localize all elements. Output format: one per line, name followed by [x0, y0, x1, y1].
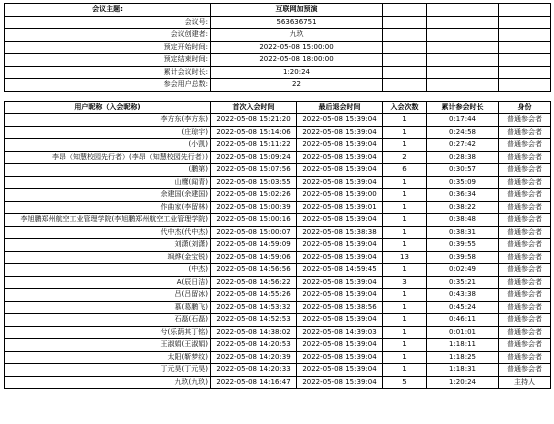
participant-last-leave: 2022-05-08 15:39:04 — [297, 139, 383, 152]
participant-last-leave: 2022-05-08 15:39:04 — [297, 364, 383, 377]
participant-first-join: 2022-05-08 15:02:26 — [211, 189, 297, 202]
participants-header-row — [5, 101, 551, 114]
participant-nickname: 代中杰(代中杰) — [5, 226, 211, 239]
participant-nickname: 太阳(靳梦纹) — [5, 351, 211, 364]
participant-total-duration: 0:30:57 — [427, 164, 499, 177]
participant-last-leave: 2022-05-08 15:39:04 — [297, 289, 383, 302]
participant-total-duration: 1:18:31 — [427, 364, 499, 377]
participant-nickname: 王淑娟(王淑娟) — [5, 339, 211, 352]
participant-first-join: 2022-05-08 15:00:16 — [211, 214, 297, 227]
participant-nickname: 余建国(余建国) — [5, 189, 211, 202]
participant-join-count: 1 — [383, 239, 427, 252]
participant-last-leave: 2022-05-08 15:39:04 — [297, 314, 383, 327]
meeting-report — [4, 3, 550, 389]
participant-first-join: 2022-05-08 15:09:24 — [211, 151, 297, 164]
table-row — [5, 326, 551, 339]
table-row — [5, 239, 551, 252]
participant-last-leave: 2022-05-08 15:39:04 — [297, 151, 383, 164]
meeting-info-label: 累计会议时长: — [5, 66, 211, 79]
meeting-report-table — [4, 3, 551, 389]
participant-nickname: 刘潇(刘潇) — [5, 239, 211, 252]
participant-role: 普通参会者 — [499, 264, 551, 277]
meeting-info-value: 2022-05-08 18:00:00 — [211, 54, 383, 67]
meeting-info-value: 22 — [211, 79, 383, 92]
meeting-theme-row — [5, 4, 551, 17]
participant-role: 普通参会者 — [499, 339, 551, 352]
meeting-info-row — [5, 16, 551, 29]
participant-join-count: 1 — [383, 364, 427, 377]
participant-last-leave: 2022-05-08 14:59:45 — [297, 264, 383, 277]
participant-nickname: 李旭鹏郑州航空工业管理学院(李旭鹏郑州航空工业管理学院) — [5, 214, 211, 227]
participant-role: 普通参会者 — [499, 189, 551, 202]
participant-total-duration: 0:17:44 — [427, 114, 499, 127]
participant-join-count: 5 — [383, 376, 427, 389]
participant-total-duration: 0:38:31 — [427, 226, 499, 239]
col-header-last-leave: 最后退会时间 — [297, 101, 383, 114]
participant-role: 普通参会者 — [499, 139, 551, 152]
meeting-info-row — [5, 79, 551, 92]
table-row — [5, 376, 551, 389]
participant-first-join: 2022-05-08 15:21:20 — [211, 114, 297, 127]
participant-role: 普通参会者 — [499, 314, 551, 327]
participant-role: 主持人 — [499, 376, 551, 389]
participant-last-leave: 2022-05-08 15:39:04 — [297, 214, 383, 227]
participant-last-leave: 2022-05-08 15:39:04 — [297, 376, 383, 389]
participant-nickname: 石磊(石磊) — [5, 314, 211, 327]
participant-total-duration: 1:18:25 — [427, 351, 499, 364]
participant-first-join: 2022-05-08 14:56:56 — [211, 264, 297, 277]
participant-role: 普通参会者 — [499, 239, 551, 252]
table-row — [5, 339, 551, 352]
participant-total-duration: 0:38:48 — [427, 214, 499, 227]
participant-join-count: 1 — [383, 189, 427, 202]
table-row — [5, 251, 551, 264]
meeting-info-label: 会议创建者: — [5, 29, 211, 42]
participant-join-count: 1 — [383, 301, 427, 314]
participant-join-count: 1 — [383, 114, 427, 127]
participant-first-join: 2022-05-08 14:53:32 — [211, 301, 297, 314]
participant-last-leave: 2022-05-08 15:39:04 — [297, 176, 383, 189]
participant-role: 普通参会者 — [499, 114, 551, 127]
participant-last-leave: 2022-05-08 15:39:04 — [297, 114, 383, 127]
participant-join-count: 1 — [383, 314, 427, 327]
participant-last-leave: 2022-05-08 15:38:56 — [297, 301, 383, 314]
participant-last-leave: 2022-05-08 14:39:03 — [297, 326, 383, 339]
participant-role: 普通参会者 — [499, 251, 551, 264]
participant-first-join: 2022-05-08 14:56:22 — [211, 276, 297, 289]
participant-nickname: 丁元昊(丁元昊) — [5, 364, 211, 377]
participant-last-leave: 2022-05-08 15:39:04 — [297, 351, 383, 364]
participant-first-join: 2022-05-08 14:20:33 — [211, 364, 297, 377]
participant-join-count: 1 — [383, 214, 427, 227]
participant-join-count: 1 — [383, 126, 427, 139]
table-row — [5, 189, 551, 202]
participant-nickname: A(辰日洁) — [5, 276, 211, 289]
participant-first-join: 2022-05-08 14:59:09 — [211, 239, 297, 252]
participant-join-count: 1 — [383, 339, 427, 352]
participant-first-join: 2022-05-08 14:55:26 — [211, 289, 297, 302]
table-row — [5, 289, 551, 302]
meeting-info — [5, 4, 551, 92]
participant-role: 普通参会者 — [499, 326, 551, 339]
participant-last-leave: 2022-05-08 15:39:01 — [297, 201, 383, 214]
meeting-info-row — [5, 66, 551, 79]
table-row — [5, 364, 551, 377]
participant-role: 普通参会者 — [499, 351, 551, 364]
participant-first-join: 2022-05-08 15:00:39 — [211, 201, 297, 214]
participant-first-join: 2022-05-08 15:03:55 — [211, 176, 297, 189]
participant-nickname: (中杰) — [5, 264, 211, 277]
participant-join-count: 1 — [383, 201, 427, 214]
participant-total-duration: 1:20:24 — [427, 376, 499, 389]
meeting-info-label: 预定开始时间: — [5, 41, 211, 54]
participant-total-duration: 0:02:49 — [427, 264, 499, 277]
participant-role: 普通参会者 — [499, 214, 551, 227]
table-row — [5, 114, 551, 127]
participant-first-join: 2022-05-08 14:20:53 — [211, 339, 297, 352]
table-row — [5, 314, 551, 327]
participant-nickname: (庄琼宇) — [5, 126, 211, 139]
table-row — [5, 164, 551, 177]
participant-role: 普通参会者 — [499, 276, 551, 289]
participant-total-duration: 0:39:58 — [427, 251, 499, 264]
participant-last-leave: 2022-05-08 15:39:04 — [297, 251, 383, 264]
table-row — [5, 201, 551, 214]
participant-role: 普通参会者 — [499, 289, 551, 302]
participant-total-duration: 0:46:11 — [427, 314, 499, 327]
meeting-info-label: 参会用户总数: — [5, 79, 211, 92]
meeting-info-value: 2022-05-08 15:00:00 — [211, 41, 383, 54]
table-row — [5, 214, 551, 227]
participant-role: 普通参会者 — [499, 364, 551, 377]
participant-last-leave: 2022-05-08 15:39:04 — [297, 126, 383, 139]
col-header-join-count: 入会次数 — [383, 101, 427, 114]
meeting-info-row — [5, 29, 551, 42]
participant-join-count: 1 — [383, 289, 427, 302]
table-row — [5, 264, 551, 277]
meeting-theme-value: 互联网加预演 — [211, 4, 383, 17]
participants-table — [5, 101, 551, 389]
table-row — [5, 301, 551, 314]
participant-first-join: 2022-05-08 14:20:39 — [211, 351, 297, 364]
participant-last-leave: 2022-05-08 15:38:38 — [297, 226, 383, 239]
table-row — [5, 151, 551, 164]
participant-role: 普通参会者 — [499, 301, 551, 314]
participant-first-join: 2022-05-08 14:59:06 — [211, 251, 297, 264]
col-header-first-join: 首次入会时间 — [211, 101, 297, 114]
table-row — [5, 351, 551, 364]
participant-last-leave: 2022-05-08 15:39:04 — [297, 276, 383, 289]
participant-total-duration: 0:45:24 — [427, 301, 499, 314]
participant-last-leave: 2022-05-08 15:39:04 — [297, 239, 383, 252]
participant-total-duration: 0:36:34 — [427, 189, 499, 202]
participant-join-count: 2 — [383, 151, 427, 164]
participant-total-duration: 0:28:38 — [427, 151, 499, 164]
participant-nickname: 作曲家(李留林) — [5, 201, 211, 214]
participant-nickname: 飒烨(金宝锐) — [5, 251, 211, 264]
participant-nickname: 山鹰(闻青) — [5, 176, 211, 189]
participant-last-leave: 2022-05-08 15:39:04 — [297, 339, 383, 352]
table-row — [5, 126, 551, 139]
meeting-info-label: 会议号: — [5, 16, 211, 29]
participant-first-join: 2022-05-08 15:11:22 — [211, 139, 297, 152]
participant-role: 普通参会者 — [499, 151, 551, 164]
participant-join-count: 1 — [383, 264, 427, 277]
col-header-nickname: 用户昵称（入会昵称) — [5, 101, 211, 114]
participant-join-count: 13 — [383, 251, 427, 264]
participant-role: 普通参会者 — [499, 164, 551, 177]
participant-nickname: 吕(吕留冰) — [5, 289, 211, 302]
participant-nickname: 李方东(李方东) — [5, 114, 211, 127]
participant-total-duration: 0:01:01 — [427, 326, 499, 339]
participant-join-count: 1 — [383, 226, 427, 239]
participant-role: 普通参会者 — [499, 176, 551, 189]
table-row — [5, 139, 551, 152]
table-row — [5, 226, 551, 239]
participant-role: 普通参会者 — [499, 201, 551, 214]
meeting-info-value: 1:20:24 — [211, 66, 383, 79]
participant-total-duration: 1:18:11 — [427, 339, 499, 352]
table-row — [5, 176, 551, 189]
participant-join-count: 6 — [383, 164, 427, 177]
participant-role: 普通参会者 — [499, 226, 551, 239]
participant-nickname: 李昂（知慧校园先行者）(李昂（知慧校园先行者）) — [5, 151, 211, 164]
participant-first-join: 2022-05-08 14:16:47 — [211, 376, 297, 389]
participant-total-duration: 0:35:21 — [427, 276, 499, 289]
meeting-info-label: 预定结束时间: — [5, 54, 211, 67]
participant-nickname: 兮(乐荫其丁铭) — [5, 326, 211, 339]
participant-last-leave: 2022-05-08 15:39:00 — [297, 189, 383, 202]
meeting-info-row — [5, 41, 551, 54]
participant-join-count: 1 — [383, 326, 427, 339]
table-row — [5, 276, 551, 289]
participant-nickname: (小凯) — [5, 139, 211, 152]
col-header-role: 身份 — [499, 101, 551, 114]
participant-total-duration: 0:24:58 — [427, 126, 499, 139]
participant-total-duration: 0:43:38 — [427, 289, 499, 302]
participant-first-join: 2022-05-08 14:38:02 — [211, 326, 297, 339]
participant-total-duration: 0:27:42 — [427, 139, 499, 152]
participant-total-duration: 0:38:22 — [427, 201, 499, 214]
participant-first-join: 2022-05-08 15:14:06 — [211, 126, 297, 139]
participant-first-join: 2022-05-08 14:52:53 — [211, 314, 297, 327]
participant-total-duration: 0:35:09 — [427, 176, 499, 189]
meeting-info-value: 563636751 — [211, 16, 383, 29]
meeting-info-value: 九玖 — [211, 29, 383, 42]
participant-join-count: 3 — [383, 276, 427, 289]
participant-first-join: 2022-05-08 15:07:56 — [211, 164, 297, 177]
participant-join-count: 1 — [383, 176, 427, 189]
participant-role: 普通参会者 — [499, 126, 551, 139]
col-header-total-duration: 累计参会时长 — [427, 101, 499, 114]
participant-last-leave: 2022-05-08 15:39:04 — [297, 164, 383, 177]
participant-join-count: 1 — [383, 351, 427, 364]
participant-join-count: 1 — [383, 139, 427, 152]
participant-first-join: 2022-05-08 15:00:07 — [211, 226, 297, 239]
participant-nickname: 九玖(九玖) — [5, 376, 211, 389]
participant-nickname: (鹏第) — [5, 164, 211, 177]
meeting-info-row — [5, 54, 551, 67]
participant-nickname: 慕(葛鹏飞) — [5, 301, 211, 314]
meeting-theme-label: 会议主题: — [5, 4, 211, 17]
participant-total-duration: 0:39:55 — [427, 239, 499, 252]
